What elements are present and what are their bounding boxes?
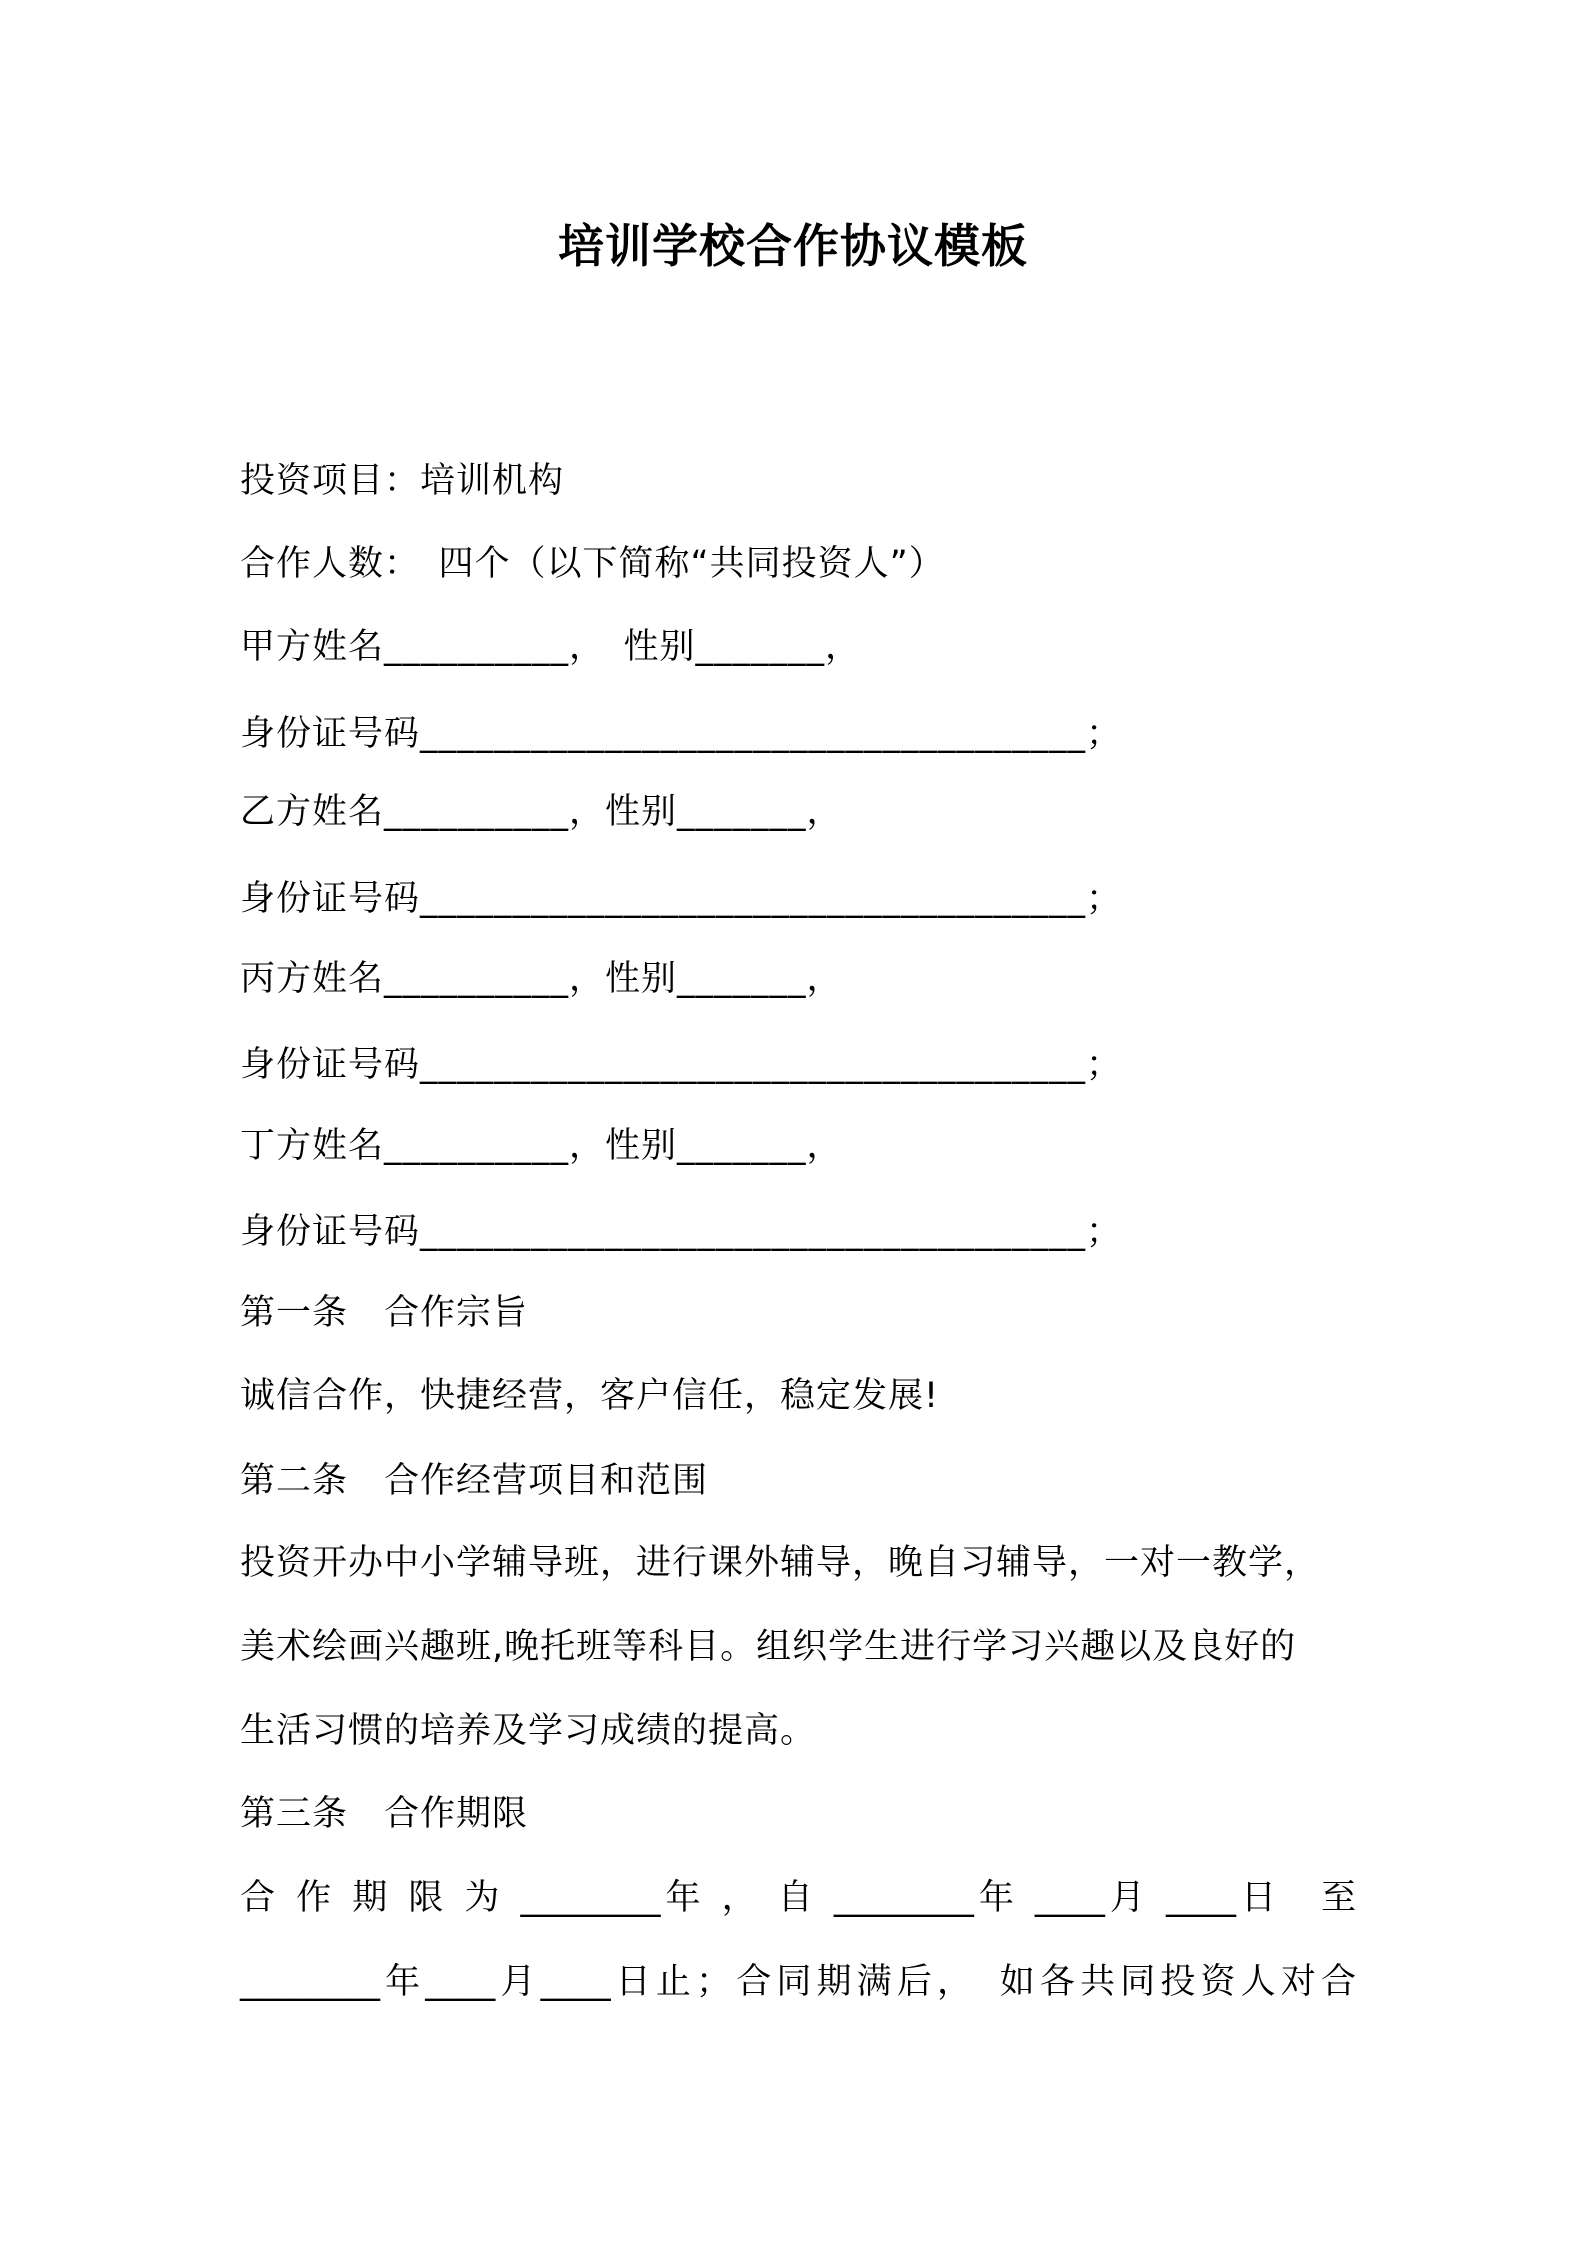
- party-c-name-line: 丙方姓名__________，性别_______，: [240, 959, 843, 999]
- party-a-name-line: 甲方姓名__________， 性别_______，: [240, 627, 862, 667]
- article-1-heading: 第一条 合作宗旨: [240, 1293, 529, 1333]
- party-a-id-line: 身份证号码____________________________________；: [240, 714, 1123, 754]
- document-title: 培训学校合作协议模板: [558, 219, 1028, 273]
- party-c-id-line: 身份证号码____________________________________；: [240, 1045, 1123, 1085]
- party-b-id-line: 身份证号码____________________________________；: [240, 879, 1123, 919]
- article-2-heading: 第二条 合作经营项目和范围: [240, 1461, 709, 1501]
- article-3-body-line-1: 合 作 期 限 为 ________年 ， 自 ________年 ____月 ____日 至: [240, 1878, 1356, 1918]
- article-2-body-line-2: 美术绘画兴趣班,晚托班等科目。组织学生进行学习兴趣以及良好的: [240, 1627, 1297, 1667]
- article-2-body-line-1: 投资开办中小学辅导班，进行课外辅导，晚自习辅导，一对一教学，: [240, 1543, 1321, 1583]
- article-1-body: 诚信合作，快捷经营，客户信任，稳定发展!: [240, 1376, 940, 1416]
- party-d-name-line: 丁方姓名__________，性别_______，: [240, 1126, 843, 1166]
- article-3-body-line-2: ________年____月____日止；合同期满后， 如各共同投资人对合: [240, 1962, 1356, 2002]
- article-3-heading: 第三条 合作期限: [240, 1794, 529, 1834]
- article-2-body-line-3: 生活习惯的培养及学习成绩的提高。: [240, 1711, 817, 1751]
- investment-project-line: 投资项目：培训机构: [240, 461, 565, 501]
- party-b-name-line: 乙方姓名__________，性别_______，: [240, 792, 843, 832]
- party-d-id-line: 身份证号码____________________________________；: [240, 1212, 1123, 1252]
- partner-count-line: 合作人数： 四个（以下简称“共同投资人”）: [240, 544, 945, 584]
